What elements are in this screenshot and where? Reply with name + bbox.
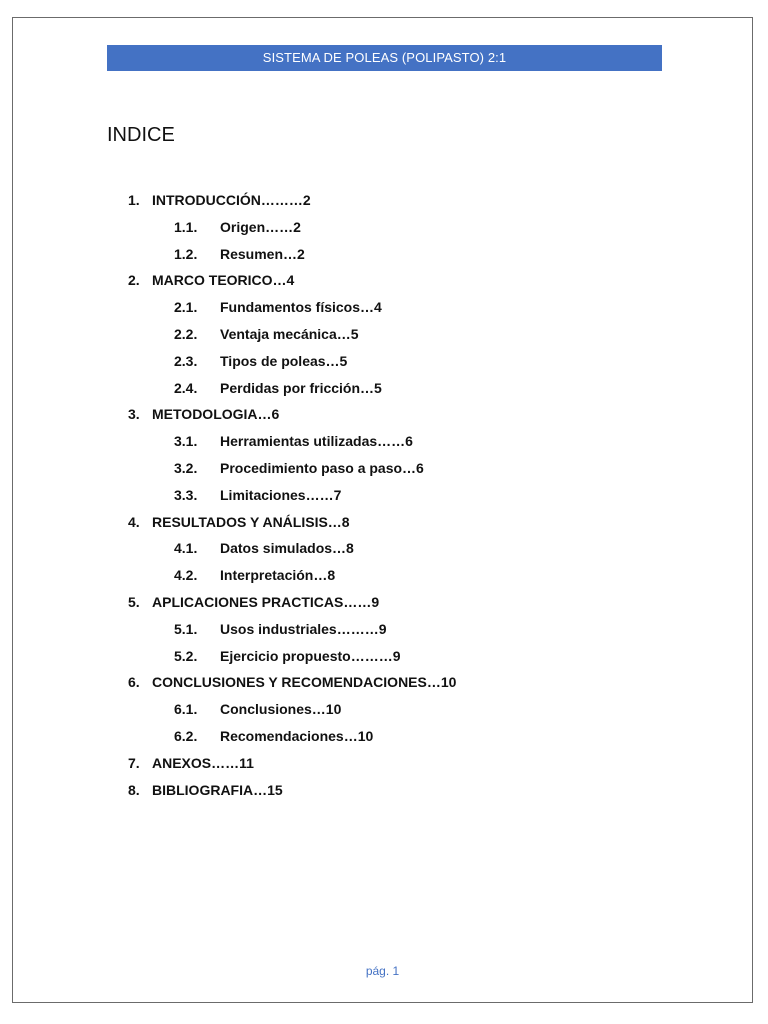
toc-subsection-entry (107, 460, 667, 487)
toc-entry-number: 6.1. (174, 701, 198, 718)
toc-entry-number: 7. (128, 754, 140, 771)
toc-subsection-entry (107, 728, 667, 755)
document-header-bar (107, 45, 662, 71)
toc-entry-number: 1.2. (174, 245, 198, 262)
toc-entry-text: Fundamentos físicos…4 (220, 299, 382, 316)
toc-entry-text: APLICACIONES PRACTICAS……9 (152, 593, 380, 610)
toc-section-entry (107, 192, 667, 219)
toc-entry-text: CONCLUSIONES Y RECOMENDACIONES…10 (152, 674, 457, 691)
toc-entry-text: Datos simulados…8 (220, 540, 354, 557)
toc-entry-text: Interpretación…8 (220, 567, 336, 584)
toc-entry-number: 3.2. (174, 459, 198, 476)
toc-entry-text: Ventaja mecánica…5 (220, 325, 359, 342)
toc-entry-number: 3.3. (174, 486, 198, 503)
toc-section-entry (107, 782, 667, 809)
toc-entry-text: Tipos de poleas…5 (220, 352, 348, 369)
table-of-contents (107, 192, 667, 808)
toc-entry-number: 8. (128, 781, 140, 798)
toc-section-entry (107, 755, 667, 782)
toc-entry-number: 2.2. (174, 325, 198, 342)
toc-entry-number: 4. (128, 513, 140, 530)
toc-subsection-entry (107, 621, 667, 648)
toc-entry-number: 5.1. (174, 620, 198, 637)
toc-entry-text: Recomendaciones…10 (220, 727, 374, 744)
toc-entry-text: Conclusiones…10 (220, 701, 342, 718)
toc-entry-number: 2.1. (174, 299, 198, 316)
toc-entry-text: MARCO TEORICO…4 (152, 272, 295, 289)
toc-subsection-entry (107, 487, 667, 514)
toc-entry-text: INTRODUCCIÓN………2 (152, 192, 311, 208)
toc-section-entry (107, 406, 667, 433)
toc-subsection-entry (107, 326, 667, 353)
toc-entry-text: Limitaciones……7 (220, 486, 342, 503)
toc-entry-text: Procedimiento paso a paso…6 (220, 459, 424, 476)
toc-section-entry (107, 674, 667, 701)
toc-entry-number: 4.1. (174, 540, 198, 557)
toc-entry-text: Ejercicio propuesto………9 (220, 647, 401, 664)
toc-subsection-entry (107, 380, 667, 407)
toc-entry-number: 5. (128, 593, 140, 610)
toc-entry-text: RESULTADOS Y ANÁLISIS…8 (152, 513, 350, 530)
toc-entry-number: 1.1. (174, 218, 198, 235)
toc-entry-text: Origen……2 (220, 218, 301, 235)
toc-subsection-entry (107, 648, 667, 675)
toc-entry-text: METODOLOGIA…6 (152, 406, 280, 423)
toc-entry-text: Usos industriales………9 (220, 620, 387, 637)
toc-entry-text: Perdidas por fricción…5 (220, 379, 382, 396)
toc-section-entry (107, 594, 667, 621)
toc-entry-number: 6.2. (174, 727, 198, 744)
toc-subsection-entry (107, 353, 667, 380)
toc-subsection-entry (107, 433, 667, 460)
toc-entry-number: 4.2. (174, 567, 198, 584)
toc-section-entry (107, 272, 667, 299)
document-page (12, 17, 753, 1003)
header-title: SISTEMA DE POLEAS (POLIPASTO) 2:1 (262, 50, 507, 65)
toc-subsection-entry (107, 567, 667, 594)
toc-entry-text: BIBLIOGRAFIA…15 (152, 781, 283, 798)
toc-entry-number: 2.4. (174, 379, 198, 396)
toc-entry-number: 3. (128, 406, 140, 423)
toc-entry-number: 5.2. (174, 647, 198, 664)
toc-entry-number: 1. (128, 192, 140, 208)
page-number: pág. 1 (365, 964, 400, 978)
toc-subsection-entry (107, 219, 667, 246)
toc-subsection-entry (107, 701, 667, 728)
toc-section-entry (107, 514, 667, 541)
toc-entry-number: 3.1. (174, 433, 198, 450)
toc-entry-number: 6. (128, 674, 140, 691)
toc-entry-number: 2. (128, 272, 140, 289)
toc-subsection-entry (107, 299, 667, 326)
toc-entry-text: Herramientas utilizadas……6 (220, 433, 413, 450)
toc-subsection-entry (107, 246, 667, 273)
toc-entry-number: 2.3. (174, 352, 198, 369)
index-title: INDICE (107, 124, 175, 146)
toc-entry-text: ANEXOS……11 (152, 754, 254, 771)
toc-subsection-entry (107, 540, 667, 567)
toc-entry-text: Resumen…2 (220, 245, 305, 262)
